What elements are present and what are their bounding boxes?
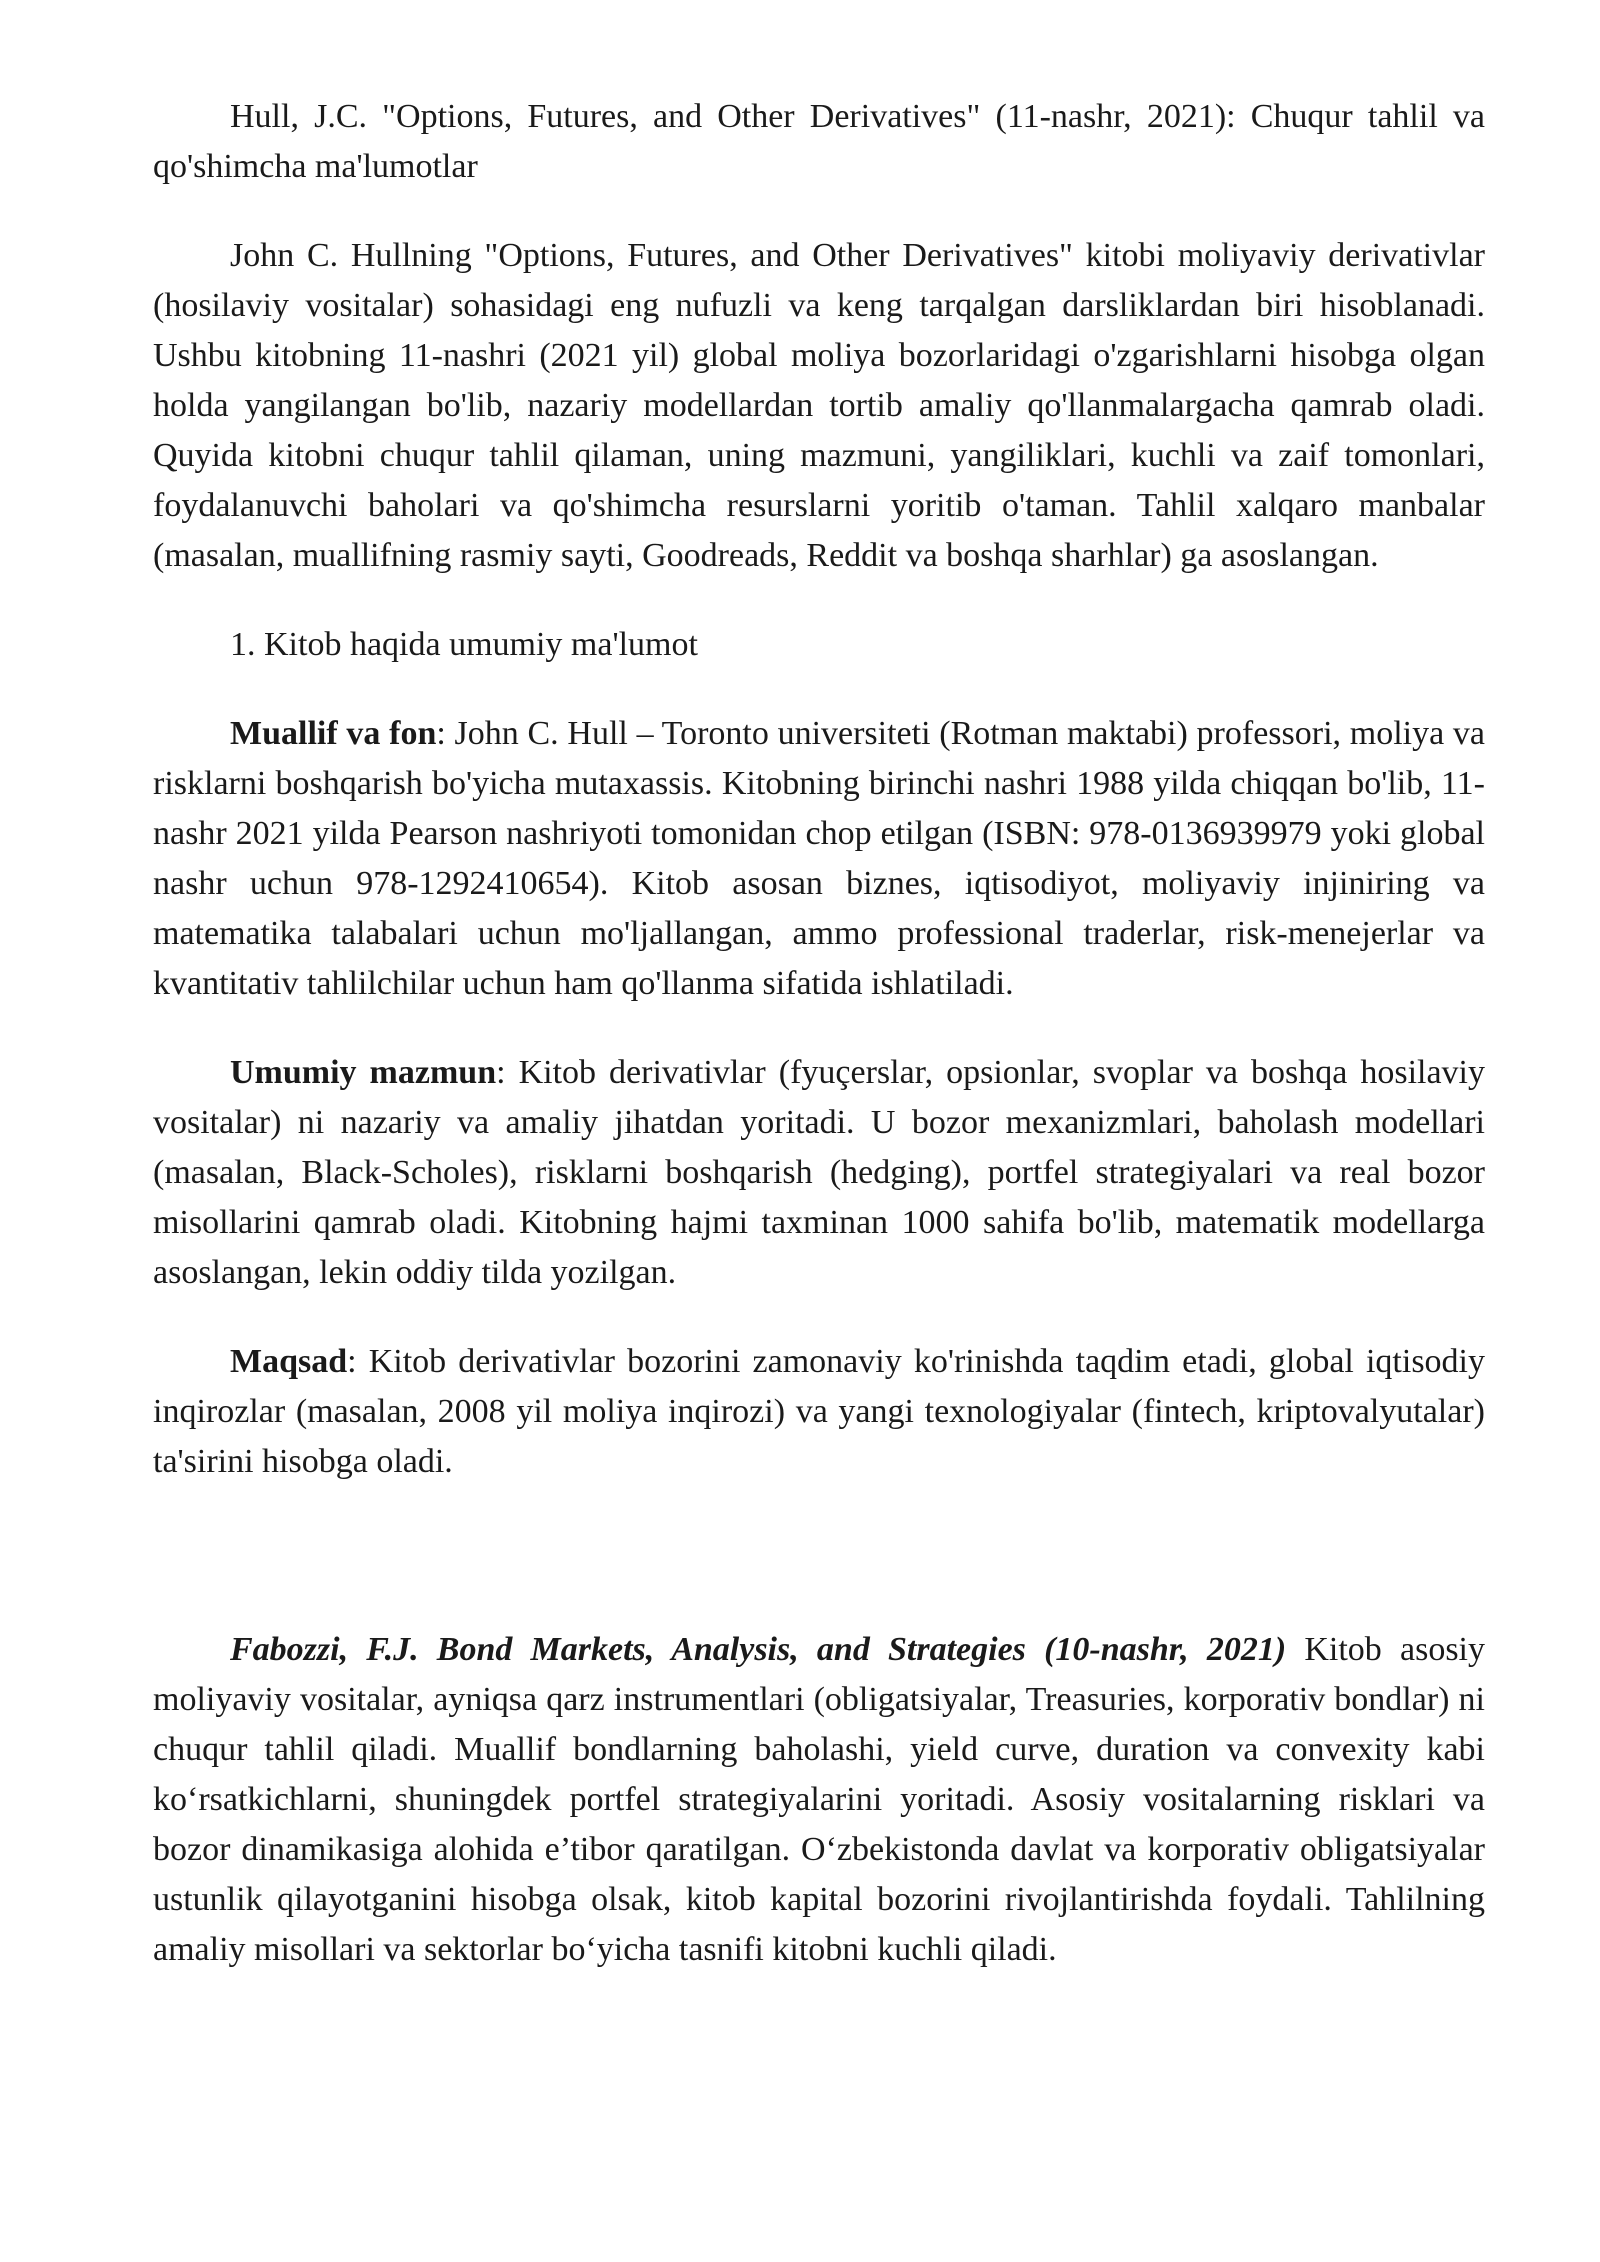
author-paragraph [153, 709, 1485, 1009]
document-page [153, 92, 1485, 1975]
content-text: : Kitob derivativlar (fyuçerslar, opsionlar, svoplar va boshqa hosilaviy vositalar) ni nazariy va amaliy jihatdan yoritadi. U bozor mexanizmlari, baholash modellari (masalan, Black-Scholes), risklarni boshqarish (hedging), portfel strategiyalari va real bozor misollarini qamrab oladi. Kitobning hajmi taxminan 1000 sahifa bo'lib, matematik modellarga asoslangan, lekin oddiy tilda yozilgan. [153, 1054, 1485, 1291]
fabozzi-label: Fabozzi, F.J. Bond Markets, Analysis, and Strategies (10-nashr, 2021) [230, 1631, 1287, 1668]
fabozzi-text: Kitob asosiy moliyaviy vositalar, ayniqsa qarz instrumentlari (obligatsiyalar, Treasuries, korporativ bondlar) ni chuqur tahlil qiladi. Muallif bondlarning baholashi, yield curve, duration va convexity kabi ko‘rsatkichlarni, shuningdek portfel strategiyalarini yoritadi. Asosiy vositalarning risklari va bozor dinamikasiga alohida e’tibor qaratilgan. O‘zbekistonda davlat va korporativ obligatsiyalar ustunlik qilayotganini hisobga olsak, kitob kapital bozorini rivojlantirishda foydali. Tahlilning amaliy misollari va sektorlar bo‘yicha tasnifi kitobni kuchli qiladi. [153, 1631, 1485, 1968]
content-paragraph [153, 1048, 1485, 1298]
goal-paragraph [153, 1337, 1485, 1487]
fabozzi-paragraph [153, 1625, 1485, 1975]
goal-label: Maqsad [230, 1343, 348, 1380]
author-text: : John C. Hull – Toronto universiteti (Rotman maktabi) professori, moliya va risklarni boshqarish bo'yicha mutaxassis. Kitobning birinchi nashri 1988 yilda chiqqan bo'lib, 11-nashr 2021 yilda Pearson nashriyoti tomonidan chop etilgan (ISBN: 978-0136939979 yoki global nashr uchun 978-1292410654). Kitob asosan biznes, iqtisodiyot, moliyaviy injiniring va matematika talabalari uchun mo'ljallangan, ammo professional traderlar, risk-menejerlar va kvantitativ tahlilchilar uchun ham qo'llanma sifatida ishlatiladi. [153, 715, 1485, 1002]
intro-paragraph: John C. Hullning "Options, Futures, and Other Derivatives" kitobi moliyaviy derivativlar (hosilaviy vositalar) sohasidagi eng nufuzli va keng tarqalgan darsliklardan biri hisoblanadi. Ushbu kitobning 11-nashri (2021 yil) global moliya bozorlaridagi o'zgarishlarni hisobga olgan holda yangilangan bo'lib, nazariy modellardan tortib amaliy qo'llanmalargacha qamrab oladi. Quyida kitobni chuqur tahlil qilaman, uning mazmuni, yangiliklari, kuchli va zaif tomonlari, foydalanuvchi baholari va qo'shimcha resurslarni yoritib o'taman. Tahlil xalqaro manbalar (masalan, muallifning rasmiy sayti, Goodreads, Reddit va boshqa sharhlar) ga asoslangan. [153, 237, 1485, 574]
content-label: Umumiy mazmun [230, 1054, 497, 1091]
author-label: Muallif va fon [230, 715, 437, 752]
section-heading: 1. Kitob haqida umumiy ma'lumot [230, 626, 698, 663]
document-title: Hull, J.C. "Options, Futures, and Other Derivatives" (11-nashr, 2021): Chuqur tahlil va qo'shimcha ma'lumotlar [153, 98, 1485, 185]
goal-text: : Kitob derivativlar bozorini zamonaviy ko'rinishda taqdim etadi, global iqtisodiy inqirozlar (masalan, 2008 yil moliya inqirozi) va yangi texnologiyalar (fintech, kriptovalyutalar) ta'sirini hisobga oladi. [153, 1343, 1485, 1480]
